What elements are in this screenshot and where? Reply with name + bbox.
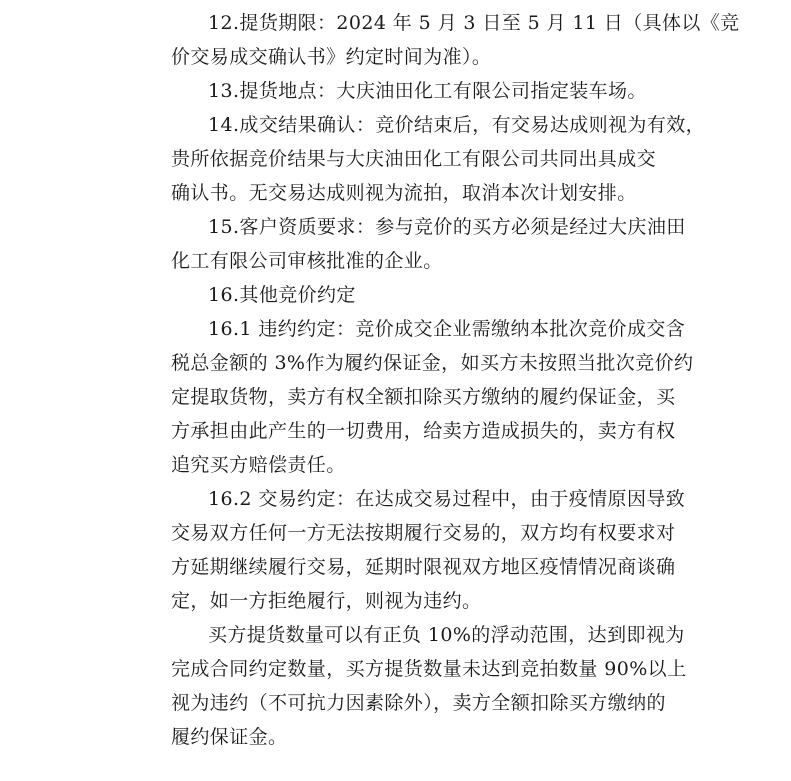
text-line-4: 14.成交结果确认：竞价结束后，有交易达成则视为有效，	[208, 114, 706, 136]
text-line-8: 化工有限公司审核批准的企业。	[171, 250, 443, 272]
text-line-2: 价交易成交确认书》约定时间为准）。	[171, 46, 492, 68]
text-line-12: 定提取货物，卖方有权全额扣除买方缴纳的履约保证金，买	[171, 386, 676, 408]
text-line-1: 12.提货期限：2024 年 5 月 3 日至 5 月 11 日（具体以《竞	[208, 12, 740, 34]
document-page	[171, 6, 740, 754]
text-line-9: 16.其他竞价约定	[208, 284, 356, 306]
text-line-17: 方延期继续履行交易，延期时限视双方地区疫情情况商谈确	[171, 556, 676, 578]
text-line-21: 视为违约（不可抗力因素除外），卖方全额扣除买方缴纳的	[171, 692, 666, 714]
text-line-6: 确认书。无交易达成则视为流拍，取消本次计划安排。	[171, 182, 637, 204]
text-line-5: 贵所依据竞价结果与大庆油田化工有限公司共同出具成交	[171, 148, 657, 170]
text-line-22: 履约保证金。	[171, 726, 288, 748]
text-line-15: 16.2 交易约定：在达成交易过程中，由于疫情原因导致	[208, 488, 686, 510]
text-line-3: 13.提货地点：大庆油田化工有限公司指定装车场。	[208, 80, 647, 102]
text-line-14: 追究买方赔偿责任。	[171, 454, 346, 476]
text-line-18: 定，如一方拒绝履行，则视为违约。	[171, 590, 482, 612]
text-line-13: 方承担由此产生的一切费用，给卖方造成损失的，卖方有权	[171, 420, 676, 442]
text-line-16: 交易双方任何一方无法按期履行交易的，双方均有权要求对	[171, 522, 676, 544]
text-line-10: 16.1 违约约定：竞价成交企业需缴纳本批次竞价成交含	[208, 318, 686, 340]
text-line-19: 买方提货数量可以有正负 10%的浮动范围，达到即视为	[208, 624, 685, 646]
text-line-20: 完成合同约定数量，买方提货数量未达到竞拍数量 90%以上	[171, 658, 687, 680]
text-line-11: 税总金额的 3%作为履约保证金，如买方未按照当批次竞价约	[171, 352, 694, 374]
text-line-7: 15.客户资质要求：参与竞价的买方必须是经过大庆油田	[208, 216, 686, 238]
